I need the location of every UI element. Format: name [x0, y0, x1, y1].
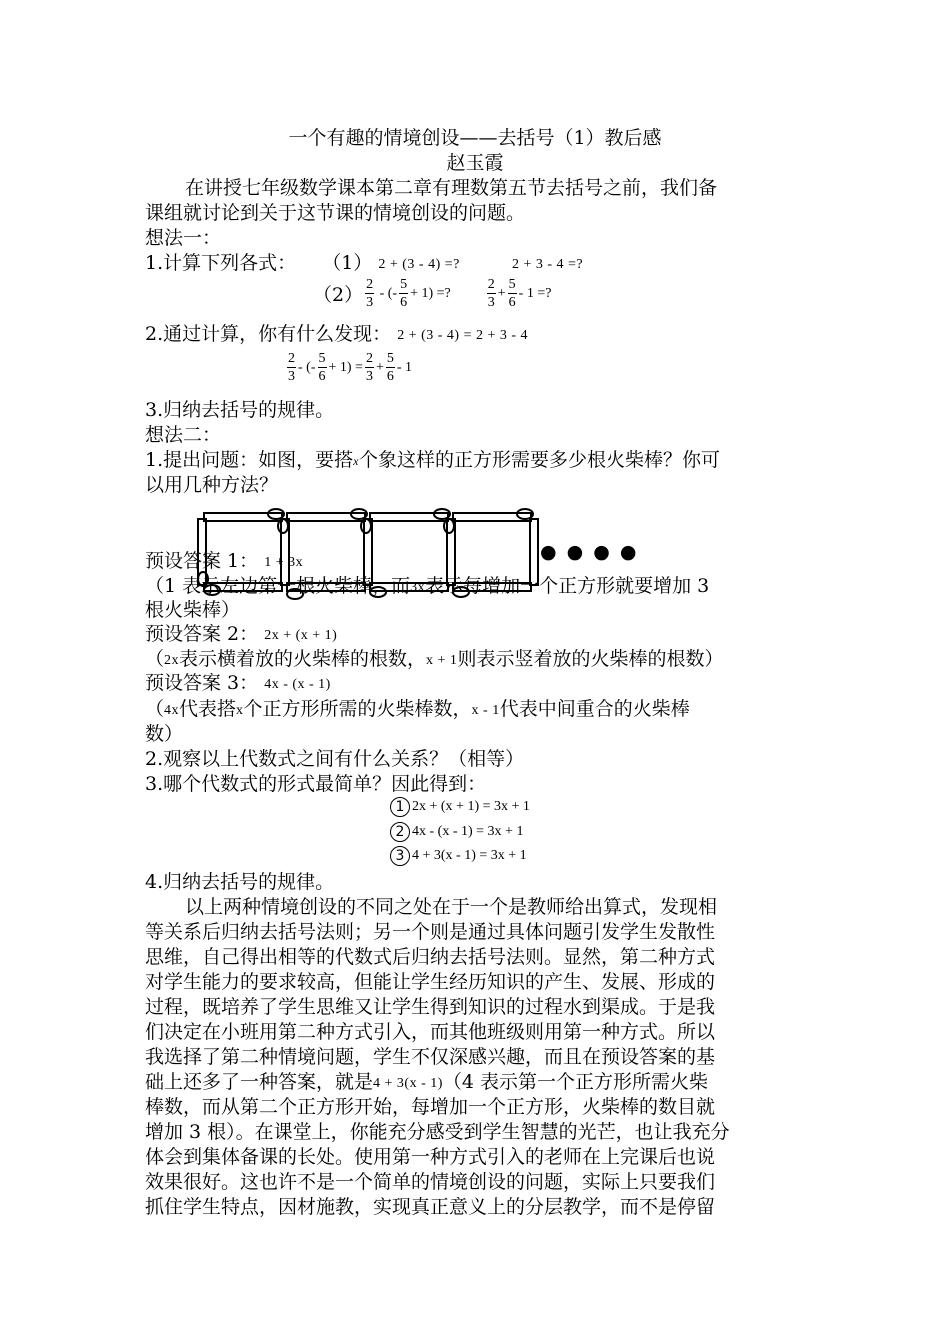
answer2-note — [145, 647, 810, 673]
conclusion-line: 们决定在小班用第二种方式引入，而其他班级则用第一种方式。所以 — [145, 1021, 716, 1043]
answer-label: 预设答案 2： — [145, 623, 259, 645]
expression: 4x — [164, 703, 180, 718]
circled-number: 3 — [390, 846, 410, 866]
intro-line: 在讲授七年级数学课本第二章有理数第五节去括号之前，我们备 — [185, 177, 718, 199]
conclusion-line: 思维，自己得出相等的代数式后归纳去括号法则。显然，第二种方式 — [145, 946, 716, 968]
equation-2 — [390, 822, 523, 842]
equation-1 — [390, 797, 530, 817]
idea2-question-cont: 以用几种方法？ — [145, 474, 279, 496]
conclusion-text: 础上还多了一种答案，就是 — [145, 1071, 374, 1093]
idea2-step4: 4.归纳去括号的规律。 — [145, 871, 335, 893]
answer3-note-cont: 数） — [145, 723, 184, 745]
answer-label: 预设答案 3： — [145, 672, 259, 694]
fraction: $\frac{5}{6}$ — [386, 351, 394, 384]
note-text: 表示横着放的火柴棒的根数， — [179, 648, 427, 670]
step-label: 1.计算下列各式： — [145, 252, 297, 274]
equation-text: 4 + 3(x - 1) = 3x + 1 — [412, 848, 527, 863]
item-number: （2） — [313, 284, 364, 306]
equation-3 — [390, 846, 527, 866]
answer3 — [145, 671, 810, 697]
answer2 — [145, 622, 810, 648]
item-number: （1） — [322, 252, 373, 274]
equation-text: 2x + (x + 1) = 3x + 1 — [412, 799, 530, 814]
fraction: $\frac{2}{3}$ — [288, 351, 295, 384]
fraction: $\frac{2}{3}$ — [365, 351, 373, 384]
conclusion-line: 棒数，而从第二个正方形开始，每增加一个正方形，火柴棒的数目就 — [145, 1096, 716, 1118]
answer1-note — [145, 574, 810, 600]
note-text: 个正方形所需的火柴棒数， — [243, 698, 472, 720]
expression: x — [236, 703, 244, 718]
fraction: $\frac{5}{6}$ — [318, 351, 326, 384]
expression: 2x + (x + 1) — [264, 628, 338, 643]
conclusion-line: 我选择了第二种情境问题，学生不仅深感兴趣，而且在预设答案的基 — [145, 1046, 716, 1068]
conclusion-text: （4 表示第一个正方形所需火柴 — [442, 1071, 709, 1093]
idea1-heading: 想法一： — [145, 227, 222, 249]
author-name: 赵玉霞 — [446, 152, 504, 174]
idea2-heading: 想法二： — [145, 424, 222, 446]
expression: 2 + (3 - 4) = 2 + 3 - 4 — [397, 328, 529, 343]
expression: 4 + 3(x - 1) — [373, 1076, 443, 1091]
expression: 1 + 3x — [264, 555, 304, 570]
note-text: 代表搭 — [179, 698, 237, 720]
conclusion-line: 效果很好。这也许不是一个简单的情境创设的问题，实际上只要我们 — [145, 1171, 716, 1193]
conclusion-line: 等关系后归纳去括号法则；另一个则是通过具体问题引发学生发散性 — [145, 921, 716, 943]
note-text: （ — [145, 698, 165, 720]
idea2-step2: 2.观察以上代数式之间有什么关系？（相等） — [145, 748, 525, 770]
intro-line: 课组就讨论到关于这节课的情境创设的问题。 — [145, 202, 526, 224]
note-text: （1 表示左边第一根火柴棒，而 — [145, 575, 411, 597]
expression: 2 + (3 - 4) =? — [378, 257, 460, 272]
note-text: （ — [145, 648, 165, 670]
conclusion-line: 以上两种情境创设的不同之处在于一个是教师给出算式，发现相 — [185, 896, 718, 918]
step-label: 2.通过计算，你有什么发现： — [145, 323, 392, 345]
idea1-step3: 3.归纳去括号的规律。 — [145, 399, 335, 421]
idea2-step3: 3.哪个代数式的形式最简单？因此得到： — [145, 773, 487, 795]
circled-number: 1 — [390, 797, 410, 817]
expression: 2x — [164, 653, 180, 668]
expression: x - 1 — [471, 703, 500, 718]
expression: x + 1 — [426, 653, 458, 668]
question-text: 个象这样的正方形需要多少根火柴棒？你可 — [358, 449, 720, 471]
conclusion-line: 对学生能力的要求较高，但能让学生经历知识的产生、发展、形成的 — [145, 971, 716, 993]
conclusion-line: 抓住学生特点，因材施教，实现真正意义上的分层教学，而不是停留 — [145, 1196, 716, 1218]
answer-label: 预设答案 1： — [145, 550, 259, 572]
answer1-note-cont: 根火柴棒） — [145, 599, 241, 621]
variable: x — [353, 454, 359, 468]
conclusion-line: 过程，既培养了学生思维又让学生得到知识的过程水到渠成。于是我 — [145, 996, 716, 1018]
fraction: $\frac{5}{6}$ — [508, 277, 516, 310]
conclusion-line: 体会到集体备课的长处。使用第一种方式引入的老师在上完课后也说 — [145, 1146, 716, 1168]
continuation-dots: ● ● ● ● — [540, 541, 639, 563]
fraction: $\frac{2}{3}$ — [366, 277, 374, 310]
note-text: 则表示竖着放的火柴棒的根数） — [457, 648, 724, 670]
note-text: 表示每增加一个正方形就要增加 3 — [425, 575, 710, 597]
answer1 — [145, 549, 810, 575]
expression: 2 + 3 - 4 =? — [511, 257, 584, 272]
expression: 3x — [410, 580, 426, 595]
conclusion-line: 增加 3 根）。在课堂上，你能充分感受到学生智慧的光芒，也让我充分 — [145, 1121, 730, 1143]
conclusion-line — [145, 1070, 810, 1096]
note-text: 代表中间重合的火柴棒 — [499, 698, 690, 720]
equation-text: 4x - (x - 1) = 3x + 1 — [412, 824, 524, 839]
question-text: 1.提出问题：如图，要搭 — [145, 449, 354, 471]
expression: 4x - (x - 1) — [264, 677, 331, 692]
fraction: $\frac{2}{3}$ — [487, 277, 495, 310]
circled-number: 2 — [390, 822, 410, 842]
idea1-item2-row: （2） $\frac{2}{3}$ - (- $\frac{5}{6}$ + 1) =? $\frac{2}{3}$ + $\frac{5}{6}$ - 1 =? — [313, 277, 552, 310]
document-title: 一个有趣的情境创设——去括号（1）教后感 — [288, 127, 662, 149]
fraction: $\frac{5}{6}$ — [400, 277, 408, 310]
answer3-note — [145, 697, 810, 723]
idea1-step2-fraction-equation: $\frac{2}{3}$ - (- $\frac{5}{6}$ + 1) = $\frac{2}{3}$ + $\frac{5}{6}$ - 1 — [288, 351, 413, 384]
